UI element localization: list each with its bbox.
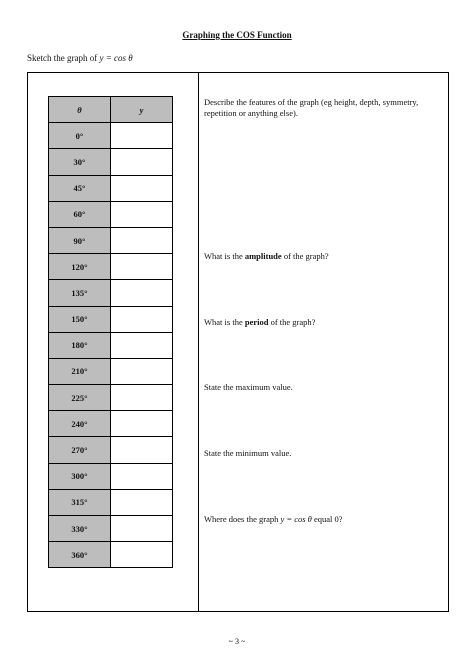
angle-cell: 90°	[49, 227, 111, 253]
y-value-cell[interactable]	[111, 306, 173, 332]
header-y: y	[111, 97, 173, 123]
angle-cell: 30°	[49, 149, 111, 175]
question-features: Describe the features of the graph (eg height, depth, symmetry, repetition or anything else).	[204, 97, 419, 118]
angle-cell: 300°	[49, 463, 111, 489]
table-row	[49, 489, 173, 515]
angle-cell: 315°	[49, 489, 111, 515]
question-zero-pre: Where does the graph	[204, 514, 281, 524]
question-maximum: State the maximum value.	[204, 382, 293, 392]
question-zero	[204, 514, 444, 525]
instruction-label: Sketch the graph of	[27, 53, 100, 63]
question-period-pre: What is the	[204, 317, 245, 327]
table-row	[49, 411, 173, 437]
y-value-cell[interactable]	[111, 175, 173, 201]
table-row	[49, 542, 173, 568]
y-value-cell[interactable]	[111, 332, 173, 358]
question-minimum: State the minimum value.	[204, 448, 292, 458]
header-theta: θ	[49, 97, 111, 123]
y-value-cell[interactable]	[111, 463, 173, 489]
question-zero-math: y = cos θ	[280, 514, 312, 524]
y-value-cell[interactable]	[111, 411, 173, 437]
angle-cell: 270°	[49, 437, 111, 463]
table-row	[49, 201, 173, 227]
table-row	[49, 254, 173, 280]
question-zero-post: equal 0?	[311, 514, 343, 524]
y-value-cell[interactable]	[111, 149, 173, 175]
table-row	[49, 175, 173, 201]
angle-cell: 360°	[49, 542, 111, 568]
table-header-row	[49, 97, 173, 123]
y-value-cell[interactable]	[111, 254, 173, 280]
y-value-cell[interactable]	[111, 201, 173, 227]
question-period-bold: period	[244, 317, 269, 327]
table-row	[49, 306, 173, 332]
angle-cell: 330°	[49, 516, 111, 542]
angle-cell: 135°	[49, 280, 111, 306]
instruction-text	[27, 53, 133, 63]
question-period-post: of the graph?	[268, 317, 316, 327]
question-amplitude-post: of the graph?	[281, 251, 329, 261]
question-amplitude-bold: amplitude	[244, 251, 282, 261]
table-row	[49, 227, 173, 253]
page-number: ~ 3 ~	[228, 637, 246, 646]
y-value-cell[interactable]	[111, 489, 173, 515]
angle-cell: 225°	[49, 385, 111, 411]
question-amplitude-pre: What is the	[204, 251, 245, 261]
y-value-cell[interactable]	[111, 280, 173, 306]
table-row	[49, 385, 173, 411]
table-row	[49, 332, 173, 358]
table-row	[49, 437, 173, 463]
y-value-cell[interactable]	[111, 385, 173, 411]
table-row	[49, 280, 173, 306]
table-row	[49, 516, 173, 542]
question-amplitude	[204, 251, 444, 262]
y-value-cell[interactable]	[111, 358, 173, 384]
table-row	[49, 149, 173, 175]
angle-cell: 0°	[49, 123, 111, 149]
angle-cell: 120°	[49, 254, 111, 280]
page-title: Graphing the COS Function	[182, 30, 292, 40]
question-period	[204, 317, 444, 328]
cos-equation: y = cos θ	[99, 53, 133, 63]
values-table	[48, 96, 173, 568]
angle-cell: 60°	[49, 201, 111, 227]
table-row	[49, 463, 173, 489]
angle-cell: 240°	[49, 411, 111, 437]
table-row	[49, 123, 173, 149]
y-value-cell[interactable]	[111, 227, 173, 253]
worksheet-frame	[27, 72, 449, 612]
y-value-cell[interactable]	[111, 437, 173, 463]
angle-cell: 45°	[49, 175, 111, 201]
y-value-cell[interactable]	[111, 516, 173, 542]
column-divider	[198, 73, 199, 611]
angle-cell: 210°	[49, 358, 111, 384]
table-row	[49, 358, 173, 384]
y-value-cell[interactable]	[111, 123, 173, 149]
angle-cell: 180°	[49, 332, 111, 358]
angle-cell: 150°	[49, 306, 111, 332]
y-value-cell[interactable]	[111, 542, 173, 568]
